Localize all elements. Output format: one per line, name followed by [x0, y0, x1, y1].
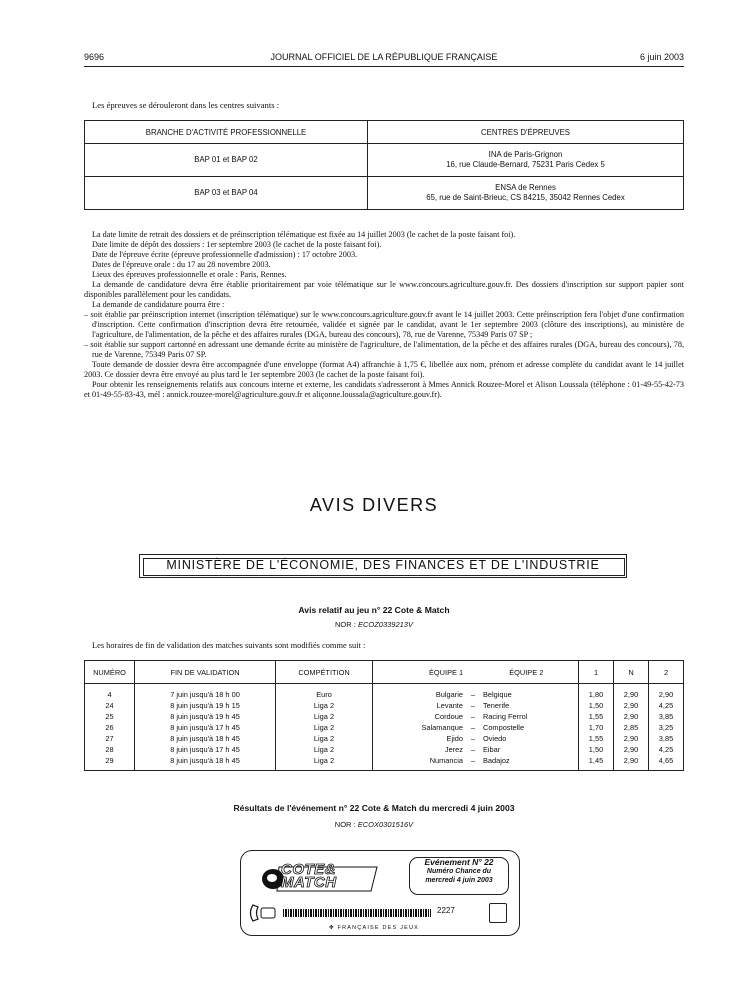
- centre-cell: [368, 177, 684, 210]
- paragraph: La demande de candidature devra être établie prioritairement par voie télématique sur le www.concours.agriculture.gouv.fr. Des dossiers d'inscription sur support papier sont disponibles parallèlement pour les candidats.: [84, 280, 684, 299]
- cote1-cell: 1,55: [579, 711, 614, 722]
- competition-cell: Liga 2: [276, 744, 373, 755]
- numero-cell: 28: [85, 744, 135, 755]
- logo-line2: MATCH: [281, 874, 337, 891]
- col-1: 1: [579, 661, 614, 684]
- event-label: [409, 857, 509, 895]
- competition-cell: Liga 2: [276, 755, 373, 771]
- barcode-number: 2227: [437, 906, 455, 915]
- cote2-cell: 2,90: [649, 684, 684, 701]
- avis-nor: [0, 620, 748, 629]
- avis-title: Avis relatif au jeu n° 22 Cote & Match: [298, 605, 450, 615]
- clover-icon: ✤: [328, 925, 338, 931]
- issue-date: 6 juin 2003: [639, 52, 684, 62]
- ministere-title: MINISTÈRE DE L'ÉCONOMIE, DES FINANCES ET DE L'INDUSTRIE: [166, 558, 600, 572]
- paragraph: Toute demande de dossier devra être accompagnée d'une enveloppe (format A4) affranchie à 1,75 €, libellée aux nom, prénom et adresse complète du candidat avant le 14 juillet 2003. Ce dossier devra être envoyé au plus tard le 1er septembre 2003 (le cachet de la poste faisant foi).: [84, 360, 684, 379]
- cote-match-logo: [259, 859, 379, 893]
- scan-box-icon: [489, 903, 507, 923]
- dash-cell: –: [467, 755, 479, 771]
- numero-cell: 27: [85, 733, 135, 744]
- competition-cell: Liga 2: [276, 711, 373, 722]
- cote2-cell: 4,25: [649, 744, 684, 755]
- phone-icon: [247, 903, 279, 923]
- cote1-cell: 1,50: [579, 744, 614, 755]
- equipe2-cell: Tenerife: [479, 700, 579, 711]
- fin-cell: 8 juin jusqu'à 19 h 15: [135, 700, 276, 711]
- avis-divers-heading: AVIS DIVERS: [309, 495, 439, 515]
- cote1-cell: 1,80: [579, 684, 614, 701]
- numero-cell: 24: [85, 700, 135, 711]
- coten-cell: 2,90: [614, 744, 649, 755]
- paragraph: La date limite de retrait des dossiers et de préinscription télématique est fixée au 14 juillet 2003 (le cachet de la poste faisant foi).: [92, 230, 516, 239]
- cote2-cell: 4,65: [649, 755, 684, 771]
- equipe2-cell: Oviedo: [479, 733, 579, 744]
- dash-cell: –: [470, 690, 476, 699]
- equipe1-cell: Numancia: [373, 755, 467, 771]
- dash-cell: –: [470, 712, 476, 721]
- fin-cell: 8 juin jusqu'à 18 h 45: [135, 755, 276, 771]
- page-number: 9696: [84, 52, 105, 62]
- col-n: N: [614, 661, 649, 684]
- fin-cell: 8 juin jusqu'à 18 h 45: [135, 733, 276, 744]
- centres-intro: Les épreuves se dérouleront dans les centres suivants :: [92, 100, 280, 110]
- competition-cell: Liga 2: [276, 722, 373, 733]
- col-numero: NUMÉRO: [85, 661, 135, 684]
- equipe1-cell: Bulgarie: [373, 684, 467, 701]
- body-text: [84, 230, 684, 400]
- paragraph: Date de l'épreuve écrite (épreuve professionnelle d'admission) : 17 octobre 2003.: [92, 250, 358, 259]
- table-row: [85, 733, 684, 744]
- branche-cell: BAP 01 et BAP 02: [85, 144, 368, 177]
- table-row: [85, 722, 684, 733]
- fdj-footer: [0, 925, 748, 931]
- col-equipes: [373, 661, 579, 684]
- equipe2-cell: Belgique: [479, 684, 579, 701]
- nor-label: NOR :: [335, 620, 356, 629]
- competition-cell: Euro: [276, 684, 373, 701]
- cote1-cell: 1,50: [579, 700, 614, 711]
- dash-cell: –: [470, 701, 476, 710]
- table-row: [85, 144, 684, 177]
- centre-name: INA de Paris-Grignon: [488, 150, 563, 159]
- dash-item: – soit établie sur support cartonné en adressant une demande écrite au ministère de l'agriculture, de l'alimentation, de la pêche et des affaires rurales (DGA, bureau des concours), 78, rue de Varenne, 75349 Paris 07 SP.: [84, 340, 684, 359]
- coten-cell: 2,90: [614, 700, 649, 711]
- col-2: 2: [649, 661, 684, 684]
- coten-cell: 2,90: [614, 684, 649, 701]
- coten-cell: 2,90: [614, 711, 649, 722]
- equipe1-cell: Cordoue: [373, 711, 467, 722]
- cote1-cell: 1,70: [579, 722, 614, 733]
- cote1-cell: 1,55: [579, 733, 614, 744]
- cote2-cell: 3,25: [649, 722, 684, 733]
- fdj-label: FRANÇAISE DES JEUX: [337, 925, 420, 931]
- numero-cell: 29: [85, 755, 135, 771]
- numero-cell: 26: [85, 722, 135, 733]
- table-row: [85, 711, 684, 722]
- paragraph: Date limite de dépôt des dossiers : 1er septembre 2003 (le cachet de la poste faisant foi).: [92, 240, 382, 249]
- dash-cell: –: [470, 745, 476, 754]
- col-competition: COMPÉTITION: [276, 661, 373, 684]
- header-rule: [84, 66, 684, 67]
- equipe1-cell: Levante: [373, 700, 467, 711]
- coten-cell: 2,90: [614, 733, 649, 744]
- event-chance: Numéro Chance du: [426, 868, 492, 875]
- numero-cell: 4: [85, 684, 135, 701]
- cote2-cell: 3,85: [649, 733, 684, 744]
- centre-name: ENSA de Rennes: [495, 183, 556, 192]
- dash-cell: –: [470, 723, 476, 732]
- matches-table: [84, 660, 684, 771]
- table-row: [85, 744, 684, 755]
- centre-address: 65, rue de Saint-Brieuc, CS 84215, 35042 Rennes Cedex: [426, 193, 625, 202]
- col-fin: FIN DE VALIDATION: [135, 661, 276, 684]
- avis-intro: Les horaires de fin de validation des matches suivants sont modifiés comme suit :: [92, 641, 366, 650]
- cote1-cell: 1,45: [579, 755, 614, 771]
- event-number: Evénement N° 22: [424, 857, 494, 867]
- paragraph: Pour obtenir les renseignements relatifs aux concours interne et externe, les candidats s'adresseront à Mmes Annick Rouzee-Morel et Alison Loussala (téléphone : 01-49-55-42-73 et 01-49-55-83-43, mél : annick.rouzee-morel@agriculture.gouv.fr et aliçonne.loussala@agriculture.gouv.fr).: [84, 380, 684, 399]
- equipe2-cell: Badajoz: [479, 755, 579, 771]
- fin-cell: 8 juin jusqu'à 17 h 45: [135, 722, 276, 733]
- resultats-nor: [0, 820, 748, 829]
- col-equipe1: ÉQUIPE 1: [429, 667, 464, 677]
- equipe2-cell: Eibar: [479, 744, 579, 755]
- barcode: [283, 909, 431, 917]
- equipe2-cell: Racing Ferrol: [479, 711, 579, 722]
- paragraph: La demande de candidature pourra être :: [92, 300, 225, 309]
- equipe1-cell: Jerez: [373, 744, 467, 755]
- nor-label: NOR :: [334, 820, 356, 829]
- logo-wordmark: [281, 863, 337, 889]
- fin-cell: 7 juin jusqu'à 18 h 00: [135, 684, 276, 701]
- centre-address: 16, rue Claude-Bernard, 75231 Paris Cedex 5: [446, 160, 605, 169]
- coten-cell: 2,85: [614, 722, 649, 733]
- fin-cell: 8 juin jusqu'à 19 h 45: [135, 711, 276, 722]
- journal-title: JOURNAL OFFICIEL DE LA RÉPUBLIQUE FRANÇAISE: [270, 52, 498, 62]
- page-header: [84, 52, 684, 66]
- dash-cell: –: [470, 734, 476, 743]
- numero-cell: 25: [85, 711, 135, 722]
- centres-table: [84, 120, 684, 210]
- cote2-cell: 4,25: [649, 700, 684, 711]
- equipe2-cell: Compostelle: [479, 722, 579, 733]
- resultats-title: Résultats de l'événement n° 22 Cote & Match du mercredi 4 juin 2003: [233, 803, 515, 813]
- col-equipe2: ÉQUIPE 2: [509, 667, 544, 677]
- nor-code: ECOX0301516V: [357, 820, 414, 829]
- dash-item: – soit établie par préinscription internet (inscription télématique) sur le www.concours.agriculture.gouv.fr avant le 14 juillet 2003. Cette préinscription fera l'objet d'une confirmation d'inscription. Cette confirmation d'inscription devra être retournée, validée et signée par le candidat, avant le 1er septembre 2003 (clôture des inscriptions), au ministère de l'agriculture, de l'alimentation, de la pêche et des affaires rurales (DGA, bureau des concours), 78, rue de Varenne, 75349 Paris 07 SP ;: [84, 310, 684, 339]
- event-date: mercredi 4 juin 2003: [425, 877, 493, 884]
- competition-cell: Liga 2: [276, 733, 373, 744]
- table-row: [85, 755, 684, 771]
- equipe1-cell: Salamanque: [373, 722, 467, 733]
- logo-line1: COTE&: [281, 861, 336, 878]
- equipe1-cell: Ejido: [373, 733, 467, 744]
- lottery-ticket: [240, 850, 520, 936]
- paragraph: Dates de l'épreuve orale : du 17 au 28 novembre 2003.: [92, 260, 271, 269]
- fin-cell: 8 juin jusqu'à 17 h 45: [135, 744, 276, 755]
- col-centres-header: CENTRES D'ÉPREUVES: [368, 121, 684, 144]
- paragraph: Lieux des épreuves professionnelle et orale : Paris, Rennes.: [92, 270, 287, 279]
- table-row: [85, 177, 684, 210]
- branche-cell: BAP 03 et BAP 04: [85, 177, 368, 210]
- centre-cell: [368, 144, 684, 177]
- table-row: [85, 700, 684, 711]
- coten-cell: 2,90: [614, 755, 649, 771]
- table-row: [85, 684, 684, 701]
- competition-cell: Liga 2: [276, 700, 373, 711]
- nor-code: ECOZ0339213V: [357, 620, 413, 629]
- cote2-cell: 3,85: [649, 711, 684, 722]
- col-branche-header: BRANCHE D'ACTIVITÉ PROFESSIONNELLE: [85, 121, 368, 144]
